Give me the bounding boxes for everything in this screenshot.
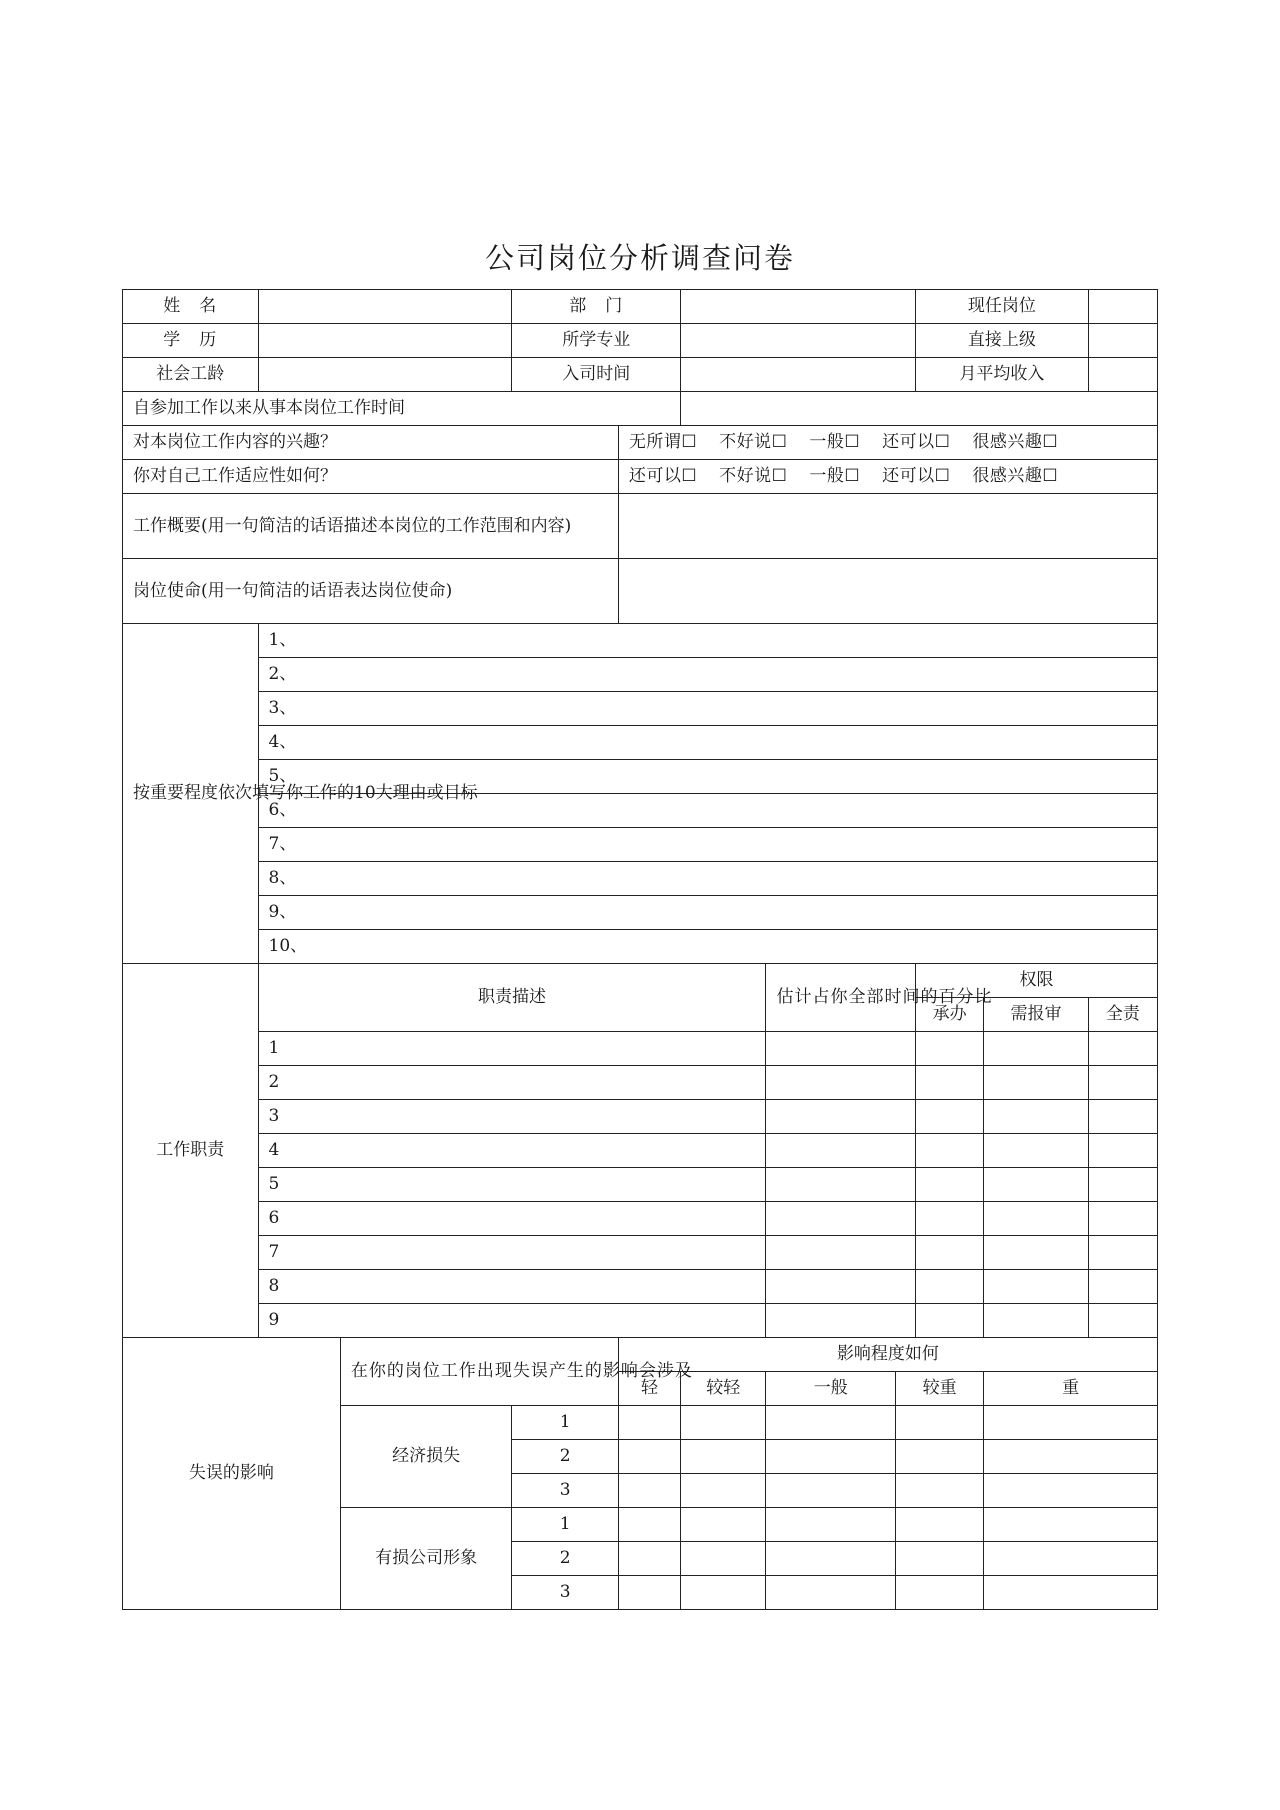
adaptability-option[interactable]: 还可以☐ [882, 466, 951, 486]
impact-cell[interactable] [984, 1542, 1158, 1576]
impact-row-number: 1 [512, 1508, 618, 1542]
duty-percent-cell[interactable] [766, 1236, 916, 1270]
duty-cell[interactable] [984, 1270, 1088, 1304]
impact-group-label: 有损公司形象 [340, 1508, 512, 1610]
duty-cell[interactable] [1088, 1270, 1157, 1304]
entry-time-input[interactable] [681, 358, 916, 392]
impact-level: 重 [984, 1372, 1158, 1406]
interest-option[interactable]: 很感兴趣☐ [972, 432, 1059, 452]
impact-row-number: 1 [512, 1406, 618, 1440]
reason-item[interactable]: 3、 [258, 692, 1157, 726]
impact-cell[interactable] [766, 1508, 896, 1542]
duty-cell[interactable] [984, 1032, 1088, 1066]
duty-row-number[interactable]: 5 [258, 1168, 766, 1202]
work-age-input[interactable] [258, 358, 512, 392]
impact-cell[interactable] [766, 1440, 896, 1474]
impact-level: 较重 [895, 1372, 983, 1406]
monthly-income-label: 月平均收入 [916, 358, 1089, 392]
impact-cell[interactable] [895, 1576, 983, 1610]
duty-cell[interactable] [916, 1066, 984, 1100]
duty-row-number[interactable]: 9 [258, 1304, 766, 1338]
impact-cell[interactable] [681, 1576, 766, 1610]
duty-cell[interactable] [916, 1270, 984, 1304]
impact-level: 一般 [766, 1372, 896, 1406]
interest-option[interactable]: 不好说☐ [719, 432, 788, 452]
name-input[interactable] [258, 290, 512, 324]
adaptability-option[interactable]: 不好说☐ [719, 466, 788, 486]
authority-col: 需报审 [984, 998, 1088, 1032]
duty-row-number[interactable]: 6 [258, 1202, 766, 1236]
impact-row-number: 3 [512, 1474, 618, 1508]
duty-cell[interactable] [1088, 1032, 1157, 1066]
mission-input[interactable] [618, 559, 1157, 624]
authority-header: 权限 [916, 964, 1158, 998]
impact-cell[interactable] [895, 1406, 983, 1440]
duty-percent-cell[interactable] [766, 1100, 916, 1134]
impact-cell[interactable] [895, 1440, 983, 1474]
duty-cell[interactable] [1088, 1066, 1157, 1100]
duty-row-number[interactable]: 3 [258, 1100, 766, 1134]
page-title: 公司岗位分析调查问卷 [484, 241, 795, 275]
impact-cell[interactable] [895, 1542, 983, 1576]
duty-cell[interactable] [916, 1134, 984, 1168]
authority-col: 全责 [1088, 998, 1157, 1032]
impact-level: 轻 [618, 1372, 680, 1406]
impact-cell[interactable] [766, 1474, 896, 1508]
impact-cell[interactable] [766, 1406, 896, 1440]
impact-cell[interactable] [618, 1508, 680, 1542]
position-time-label: 自参加工作以来从事本岗位工作时间 [123, 392, 681, 426]
duty-cell[interactable] [1088, 1202, 1157, 1236]
duty-row-number[interactable]: 4 [258, 1134, 766, 1168]
impact-cell[interactable] [895, 1508, 983, 1542]
duty-percent-header: 估计占你全部时间的百分比 [766, 964, 916, 1032]
reason-item[interactable]: 1、 [258, 624, 1157, 658]
work-overview-input[interactable] [618, 494, 1157, 559]
mistakes-label: 失误的影响 [123, 1338, 341, 1610]
impact-cell[interactable] [984, 1474, 1158, 1508]
education-input[interactable] [258, 324, 512, 358]
impact-row-number: 2 [512, 1440, 618, 1474]
adaptability-question: 你对自己工作适应性如何？ [123, 460, 619, 494]
adaptability-option[interactable]: 还可以☐ [628, 466, 698, 486]
duty-cell[interactable] [916, 1168, 984, 1202]
impact-cell[interactable] [766, 1576, 896, 1610]
interest-option[interactable]: 无所谓☐ [628, 432, 698, 452]
impact-cell[interactable] [618, 1406, 680, 1440]
interest-option[interactable]: 一般☐ [809, 432, 861, 452]
duty-desc-header: 职责描述 [258, 964, 766, 1032]
reason-item[interactable]: 4、 [258, 726, 1157, 760]
impact-cell[interactable] [618, 1440, 680, 1474]
impact-cell[interactable] [681, 1406, 766, 1440]
impact-cell[interactable] [984, 1576, 1158, 1610]
department-input[interactable] [681, 290, 916, 324]
duty-percent-cell[interactable] [766, 1134, 916, 1168]
impact-level: 较轻 [681, 1372, 766, 1406]
duty-cell[interactable] [984, 1100, 1088, 1134]
impact-cell[interactable] [766, 1542, 896, 1576]
duty-row-number[interactable]: 8 [258, 1270, 766, 1304]
impact-header: 影响程度如何 [618, 1338, 1157, 1372]
duty-cell[interactable] [984, 1202, 1088, 1236]
duty-cell[interactable] [984, 1066, 1088, 1100]
direct-superior-label: 直接上级 [916, 324, 1089, 358]
duty-cell[interactable] [984, 1236, 1088, 1270]
duty-percent-cell[interactable] [766, 1168, 916, 1202]
education-label: 学 历 [123, 324, 259, 358]
direct-superior-input[interactable] [1088, 324, 1157, 358]
duty-cell[interactable] [916, 1100, 984, 1134]
impact-cell[interactable] [618, 1474, 680, 1508]
impact-group-label: 经济损失 [340, 1406, 512, 1508]
current-position-input[interactable] [1088, 290, 1157, 324]
reason-item[interactable]: 6、 [258, 794, 1157, 828]
duty-cell[interactable] [1088, 1100, 1157, 1134]
duty-percent-cell[interactable] [766, 1304, 916, 1338]
reason-item[interactable]: 7、 [258, 828, 1157, 862]
adaptability-option[interactable]: 一般☐ [809, 466, 861, 486]
duty-percent-cell[interactable] [766, 1032, 916, 1066]
major-input[interactable] [681, 324, 916, 358]
impact-cell[interactable] [681, 1474, 766, 1508]
duty-row-number[interactable]: 1 [258, 1032, 766, 1066]
impact-row-number: 2 [512, 1542, 618, 1576]
duty-cell[interactable] [984, 1168, 1088, 1202]
questionnaire-table [122, 289, 1158, 1610]
department-label: 部 门 [512, 290, 681, 324]
duty-percent-cell[interactable] [766, 1270, 916, 1304]
duty-row-number[interactable]: 7 [258, 1236, 766, 1270]
impact-cell[interactable] [984, 1440, 1158, 1474]
duty-cell[interactable] [1088, 1236, 1157, 1270]
interest-question: 对本岗位工作内容的兴趣？ [123, 426, 619, 460]
entry-time-label: 入司时间 [512, 358, 681, 392]
impact-cell[interactable] [618, 1576, 680, 1610]
reason-item[interactable]: 9、 [258, 896, 1157, 930]
impact-cell[interactable] [984, 1508, 1158, 1542]
impact-cell[interactable] [895, 1474, 983, 1508]
work-overview-label: 工作概要(用一句简洁的话语描述本岗位的工作范围和内容) [123, 494, 619, 559]
impact-cell[interactable] [681, 1542, 766, 1576]
adaptability-options [618, 460, 1157, 494]
duty-row-number[interactable]: 2 [258, 1066, 766, 1100]
duty-cell[interactable] [916, 1202, 984, 1236]
duties-label: 工作职责 [123, 964, 259, 1338]
interest-options [618, 426, 1157, 460]
monthly-income-input[interactable] [1088, 358, 1157, 392]
duty-cell[interactable] [916, 1032, 984, 1066]
adaptability-option[interactable]: 很感兴趣☐ [972, 466, 1059, 486]
impact-row-number: 3 [512, 1576, 618, 1610]
authority-col: 承办 [916, 998, 984, 1032]
duty-cell[interactable] [1088, 1134, 1157, 1168]
duty-cell[interactable] [1088, 1304, 1157, 1338]
current-position-label: 现任岗位 [916, 290, 1089, 324]
interest-option[interactable]: 还可以☐ [882, 432, 951, 452]
duty-cell[interactable] [1088, 1168, 1157, 1202]
position-time-input[interactable] [681, 392, 1158, 426]
reason-item[interactable]: 2、 [258, 658, 1157, 692]
duty-percent-cell[interactable] [766, 1066, 916, 1100]
impact-cell[interactable] [618, 1542, 680, 1576]
impact-cell[interactable] [681, 1508, 766, 1542]
major-label: 所学专业 [512, 324, 681, 358]
mission-label: 岗位使命(用一句简洁的话语表达岗位使命) [123, 559, 619, 624]
name-label: 姓 名 [123, 290, 259, 324]
duty-cell[interactable] [916, 1236, 984, 1270]
duty-cell[interactable] [984, 1134, 1088, 1168]
reasons-label: 按重要程度依次填写你工作的10大理由或目标 [123, 624, 259, 964]
impact-cell[interactable] [681, 1440, 766, 1474]
reason-item[interactable]: 8、 [258, 862, 1157, 896]
duty-cell[interactable] [916, 1304, 984, 1338]
reason-item[interactable]: 5、 [258, 760, 1157, 794]
duty-cell[interactable] [984, 1304, 1088, 1338]
work-age-label: 社会工龄 [123, 358, 259, 392]
reason-item[interactable]: 10、 [258, 930, 1157, 964]
duty-percent-cell[interactable] [766, 1202, 916, 1236]
mistakes-question: 在你的岗位工作出现失误产生的影响会涉及 [340, 1338, 618, 1406]
impact-cell[interactable] [984, 1406, 1158, 1440]
